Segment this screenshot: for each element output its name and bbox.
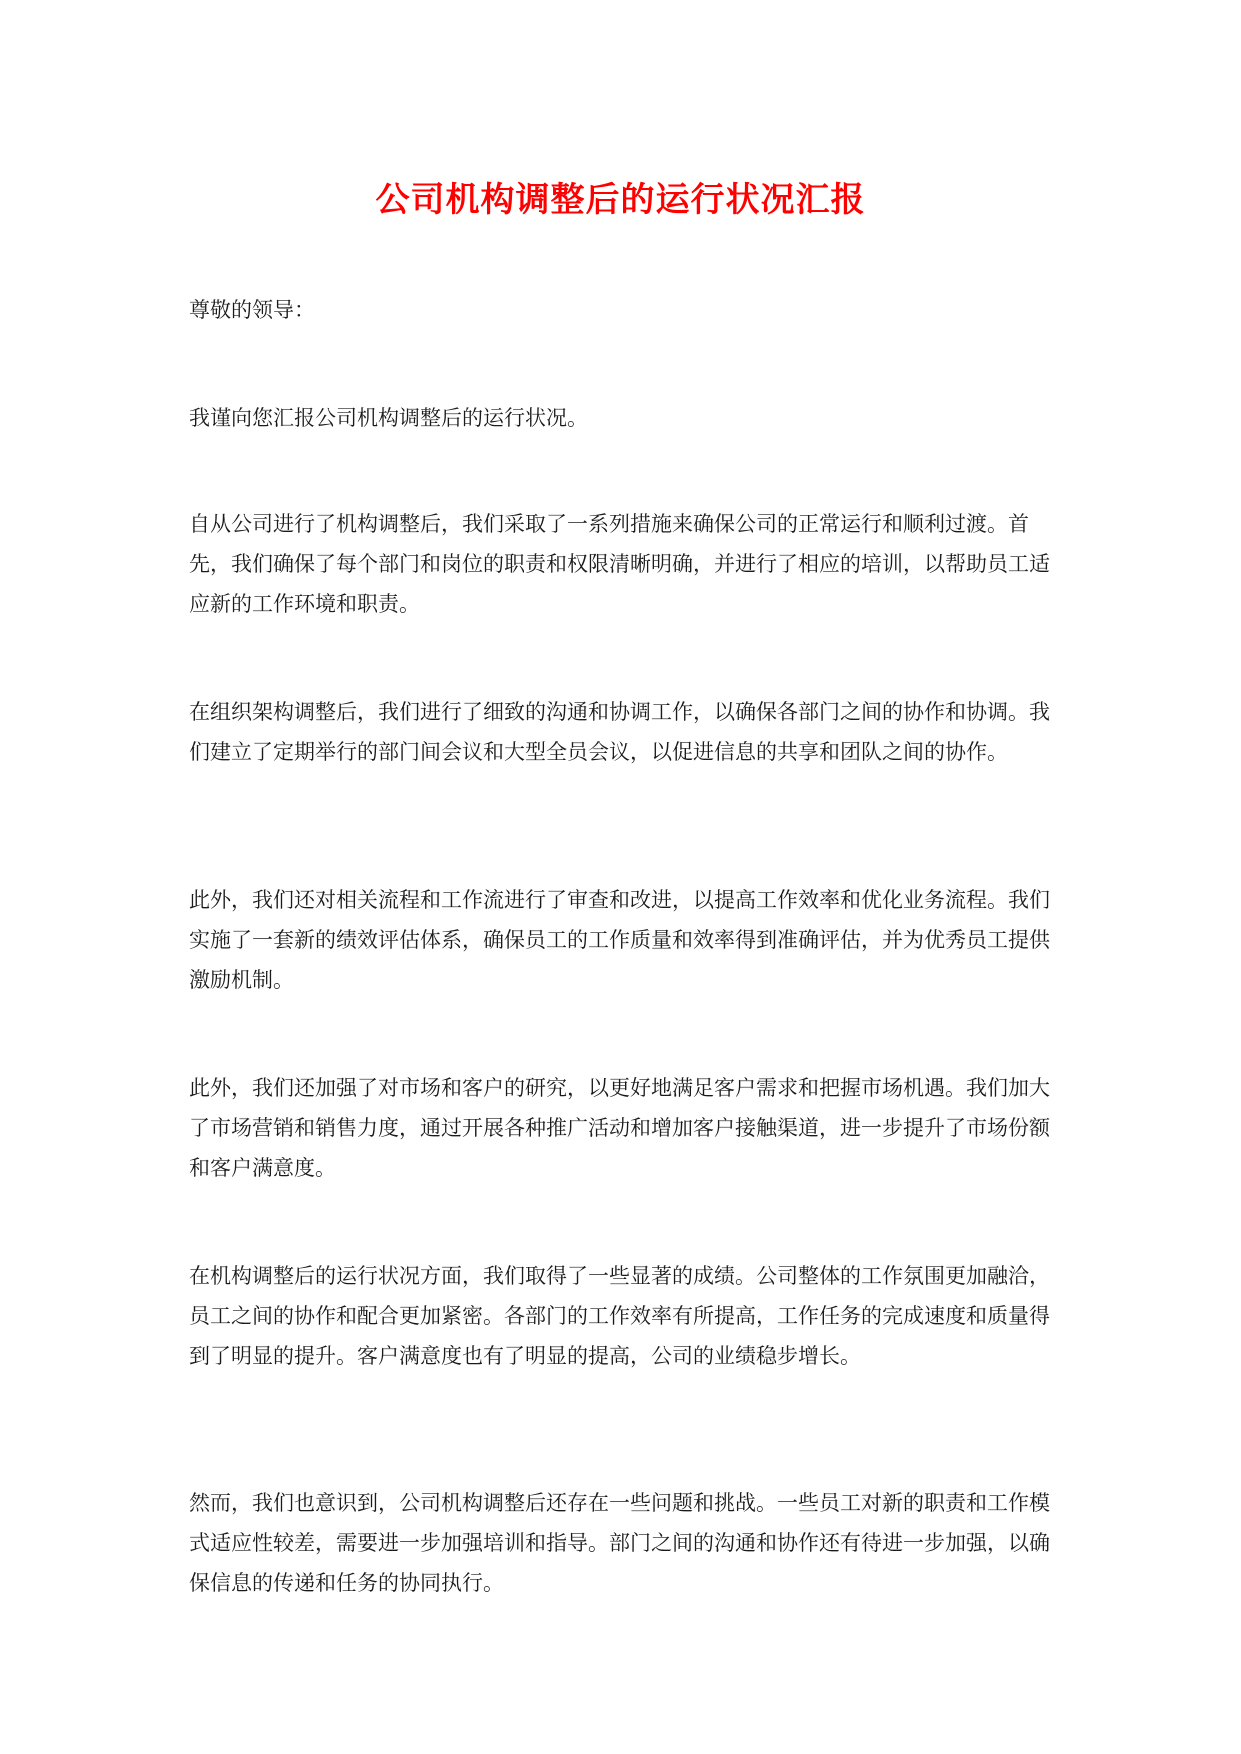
paragraph-achievements: 在机构调整后的运行状况方面，我们取得了一些显著的成绩。公司整体的工作氛围更加融洽，员工之间的协作和配合更加紧密。各部门的工作效率有所提高，工作任务的完成速度和质量得到了明显的提升。客户满意度也有了明显的提高，公司的业绩稳步增长。	[189, 1264, 1050, 1368]
paragraph-coordination: 在组织架构调整后，我们进行了细致的沟通和协调工作，以确保各部门之间的协作和协调。我们建立了定期举行的部门间会议和大型全员会议，以促进信息的共享和团队之间的协作。	[189, 700, 1050, 764]
paragraph-intro: 我谨向您汇报公司机构调整后的运行状况。	[189, 406, 588, 430]
document-title: 公司机构调整后的运行状况汇报	[375, 180, 866, 220]
paragraph-challenges: 然而，我们也意识到，公司机构调整后还存在一些问题和挑战。一些员工对新的职责和工作模式适应性较差，需要进一步加强培训和指导。部门之间的沟通和协作还有待进一步加强，以确保信息的传递和任务的协同执行。	[189, 1491, 1050, 1595]
paragraph-market-research: 此外，我们还加强了对市场和客户的研究，以更好地满足客户需求和把握市场机遇。我们加大了市场营销和销售力度，通过开展各种推广活动和增加客户接触渠道，进一步提升了市场份额和客户满意度。	[189, 1076, 1050, 1180]
paragraph-measures: 自从公司进行了机构调整后，我们采取了一系列措施来确保公司的正常运行和顺利过渡。首先，我们确保了每个部门和岗位的职责和权限清晰明确，并进行了相应的培训，以帮助员工适应新的工作环境和职责。	[189, 512, 1050, 616]
paragraph-process-improvement: 此外，我们还对相关流程和工作流进行了审查和改进，以提高工作效率和优化业务流程。我们实施了一套新的绩效评估体系，确保员工的工作质量和效率得到准确评估，并为优秀员工提供激励机制。	[189, 888, 1050, 992]
salutation: 尊敬的领导：	[189, 298, 315, 322]
